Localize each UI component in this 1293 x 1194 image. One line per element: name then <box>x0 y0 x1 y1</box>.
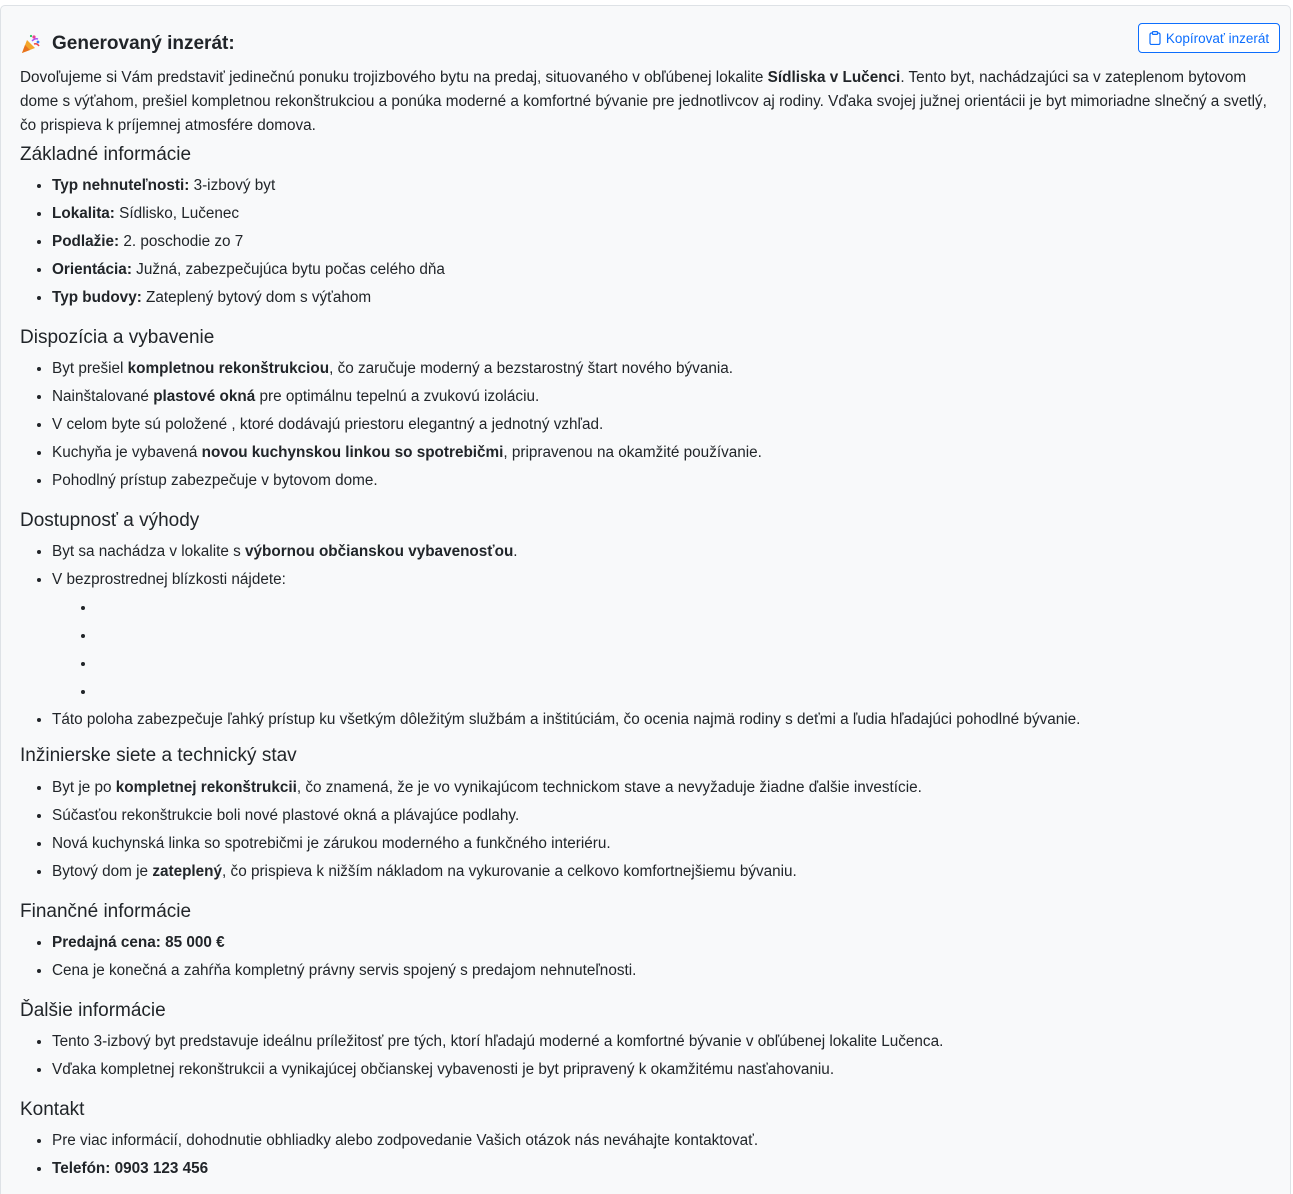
list-item: • Podlažie: 2. poschodie zo 7 <box>52 228 445 256</box>
list-item: • Vďaka kompletnej rekonštrukcii a vynikajúcej občianskej vybavenosti je byt pripravený k okamžitému nasťahovaniu. <box>52 1056 943 1084</box>
nearby-item <box>96 650 1080 678</box>
list-item: • V bezprostrednej blízkosti nájdete: • • • • <box>52 566 1080 706</box>
heading-finance: Finančné informácie <box>20 901 192 922</box>
list-item: • Telefón: 0903 123 456 <box>52 1155 758 1183</box>
copy-ad-button[interactable] <box>1138 23 1280 53</box>
list-item: • Nová kuchynská linka so spotrebičmi je zárukou moderného a funkčného interiéru. <box>52 830 922 858</box>
heading-more-info: Ďalšie informácie <box>20 1000 166 1021</box>
nearby-list <box>52 594 1080 706</box>
clipboard-icon <box>1149 31 1161 45</box>
heading-contact: Kontakt <box>20 1099 85 1120</box>
access-list <box>20 538 1080 734</box>
list-item: • Kuchyňa je vybavená novou kuchynskou linkou so spotrebičmi, pripravenou na okamžité používanie. <box>52 439 762 467</box>
card-title: Generovaný inzerát: <box>52 33 235 54</box>
list-item: • Typ budovy: Zateplený bytový dom s výťahom <box>52 284 445 312</box>
copy-ad-label: Kopírovať inzerát <box>1165 30 1270 46</box>
ad-content <box>20 66 1282 1177</box>
tech-list <box>20 774 922 886</box>
list-item: • Cena je konečná a zahŕňa kompletný právny servis spojený s predajom nehnuteľnosti. <box>52 957 636 985</box>
heading-tech: Inžinierske siete a technický stav <box>20 745 297 766</box>
list-item: • Nainštalované plastové okná pre optimálnu tepelnú a zvukovú izoláciu. <box>52 383 762 411</box>
list-item: • Tento 3-izbový byt predstavuje ideálnu príležitosť pre tých, ktorí hľadajú moderné a komfortné bývanie v obľúbenej lokalite Lučenca. <box>52 1028 943 1056</box>
list-item: • Pre viac informácií, dohodnutie obhliadky alebo zodpovedanie Vašich otázok nás neváhajte kontaktovať. <box>52 1127 758 1155</box>
heading-access: Dostupnosť a výhody <box>20 510 200 531</box>
finance-list <box>20 929 636 985</box>
basic-info-list <box>20 172 445 312</box>
party-popper-icon <box>20 33 42 55</box>
list-item: • Orientácia: Južná, zabezpečujúca bytu počas celého dňa <box>52 256 445 284</box>
disposition-list <box>20 355 762 495</box>
list-item: • Typ nehnuteľnosti: 3-izbový byt <box>52 172 445 200</box>
list-item: • Súčasťou rekonštrukcie boli nové plastové okná a plávajúce podlahy. <box>52 802 922 830</box>
intro-paragraph: Dovoľujeme si Vám predstaviť jedinečnú ponuku trojizbového bytu na predaj, situovaného v obľúbenej lokalite Sídliska v Lučenci. Tento byt, nachádzajúci sa v zateplenom bytovom dome s výťahom, prešiel kompletnou rekonštrukciou a ponúka moderné a komfortné bývanie pre jednotlivcov aj rodiny. Vďaka svojej južnej orientácii je byt mimoriadne slnečný a svetlý, čo prispieva k príjemnej atmosfére domova. <box>20 69 1267 134</box>
list-item: • Predajná cena: 85 000 € <box>52 929 636 957</box>
nearby-item <box>96 622 1080 650</box>
list-item: • Lokalita: Sídlisko, Lučenec <box>52 200 445 228</box>
more-info-list <box>20 1028 943 1084</box>
heading-disposition: Dispozícia a vybavenie <box>20 327 215 348</box>
list-item: • Byt je po kompletnej rekonštrukcii, čo znamená, že je vo vynikajúcom technickom stave a nevyžaduje žiadne ďalšie investície. <box>52 774 922 802</box>
list-item: • Bytový dom je zateplený, čo prispieva k nižším nákladom na vykurovanie a celkovo komfortnejšiemu bývaniu. <box>52 858 922 886</box>
nearby-item <box>96 678 1080 706</box>
card-header <box>20 30 235 58</box>
generated-ad-card <box>0 5 1291 1194</box>
contact-list <box>20 1127 758 1183</box>
list-item: • Byt prešiel kompletnou rekonštrukciou, čo zaručuje moderný a bezstarostný štart nového bývania. <box>52 355 762 383</box>
nearby-item <box>96 594 1080 622</box>
heading-basic-info: Základné informácie <box>20 144 192 165</box>
list-item: • Pohodlný prístup zabezpečuje v bytovom dome. <box>52 467 762 495</box>
list-item: • V celom byte sú položené , ktoré dodávajú priestoru elegantný a jednotný vzhľad. <box>52 411 762 439</box>
list-item: • Byt sa nachádza v lokalite s výbornou občianskou vybavenosťou. <box>52 538 1080 566</box>
list-item: • Táto poloha zabezpečuje ľahký prístup ku všetkým dôležitým službám a inštitúciám, čo ocenia najmä rodiny s deťmi a ľudia hľadajúci pohodlné bývanie. <box>52 706 1080 734</box>
